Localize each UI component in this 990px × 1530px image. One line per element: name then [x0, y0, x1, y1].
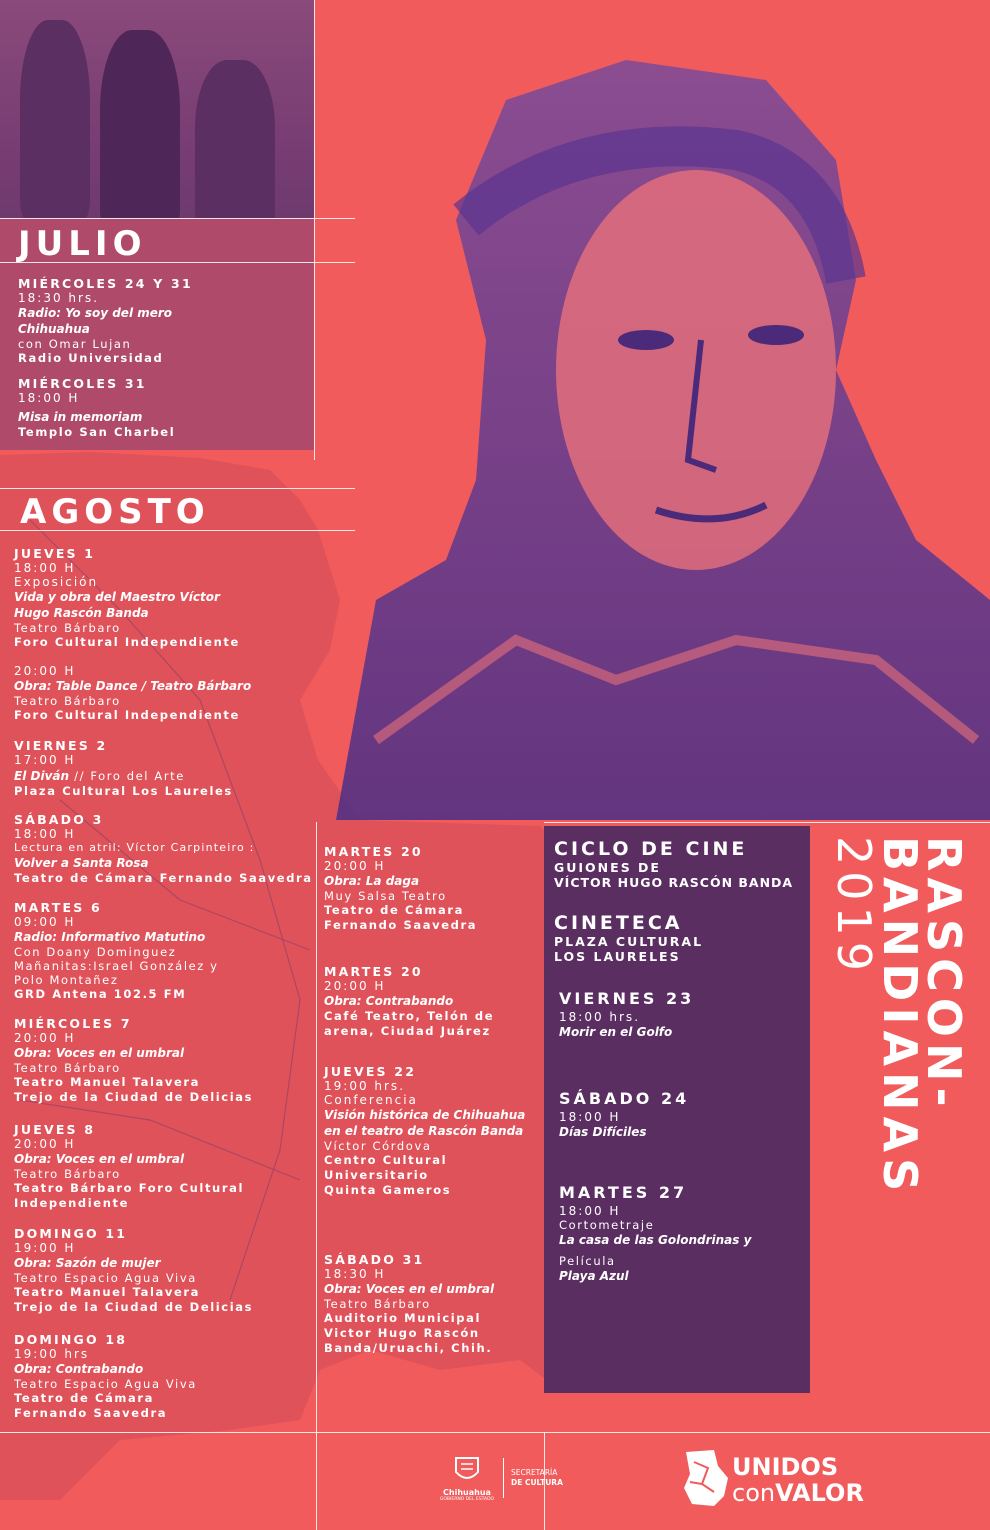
cine-panel: [544, 826, 810, 1393]
event-date: MIÉRCOLES 24 Y 31: [18, 276, 193, 291]
event-date: MARTES 6: [14, 900, 102, 915]
event-title: Obra: Contrabando: [324, 994, 454, 1008]
julio-heading: JULIO: [18, 224, 147, 264]
title-line-1: RASCON-: [917, 836, 971, 1113]
logo-text: SECRETARÍA: [511, 1468, 558, 1477]
event-place: GRD Antena 102.5 FM: [14, 987, 187, 1001]
event-time: 18:00 H: [559, 1110, 621, 1124]
event-title: Misa in memoriam: [18, 410, 143, 424]
julio-event-1: [18, 276, 308, 366]
event-venue: Teatro Bárbaro: [14, 1061, 121, 1075]
event-time: 18:00 H: [18, 391, 80, 405]
event-venue: Teatro Espacio Agua Viva: [14, 1377, 197, 1391]
event-time: 18:00 H: [14, 827, 76, 841]
logo-subtext: GOBIERNO DEL ESTADO: [439, 1497, 495, 1502]
event-place: Teatro de Cámara Fernando Saavedra: [14, 871, 313, 885]
event-place: Banda/Uruachi, Chih.: [324, 1341, 493, 1355]
event-time: 18:00 H: [559, 1204, 621, 1218]
agosto-event: [324, 844, 538, 933]
event-place: Centro Cultural: [324, 1153, 448, 1167]
agosto-event: [324, 1252, 538, 1356]
event-place: Independiente: [14, 1196, 129, 1210]
event-title: Morir en el Golfo: [559, 1025, 673, 1039]
event-venue: Teatro Bárbaro: [324, 1297, 431, 1311]
agosto-event: [14, 1016, 304, 1105]
agosto-event: [14, 664, 304, 723]
event-venue: Teatro Bárbaro: [14, 1167, 121, 1181]
event-date: VIERNES 2: [14, 738, 108, 753]
divider: [544, 822, 990, 823]
event-place: Radio Universidad: [18, 351, 164, 365]
event-detail: // Foro del Arte: [74, 769, 185, 783]
venue-title: CINETECA: [554, 912, 683, 934]
event-venue: Teatro Bárbaro: [14, 694, 121, 708]
shield-icon: [454, 1456, 480, 1484]
title-year: 2019: [827, 836, 881, 978]
event-time: 18:30 hrs.: [18, 291, 100, 305]
event-place: Quinta Gameros: [324, 1183, 452, 1197]
title-line-2: BANDIANAS: [873, 836, 927, 1198]
logo-text: VALOR: [775, 1479, 864, 1507]
event-detail: Conferencia: [324, 1093, 418, 1107]
event-place: Teatro de Cámara: [14, 1391, 154, 1405]
cine-subtitle: VÍCTOR HUGO RASCÓN BANDA: [554, 875, 794, 890]
event-venue: Teatro Espacio Agua Viva: [14, 1271, 197, 1285]
event-date: DOMINGO 18: [14, 1332, 128, 1347]
cine-header: [554, 838, 804, 890]
event-place: arena, Ciudad Juárez: [324, 1024, 491, 1038]
agosto-event: [14, 1226, 304, 1315]
event-time: 20:00 H: [14, 1137, 76, 1151]
event-time: 20:00 H: [324, 979, 386, 993]
event-date: SÁBADO 24: [559, 1089, 690, 1108]
agosto-event: [14, 546, 304, 650]
event-date: MARTES 20: [324, 844, 423, 859]
chihuahua-logo: [432, 1456, 502, 1503]
venue-line: LOS LAURELES: [554, 949, 681, 964]
event-title: Obra: Contrabando: [14, 1362, 144, 1376]
photo-dancers: [0, 0, 314, 218]
event-time: 19:00 hrs.: [324, 1079, 406, 1093]
side-title: [824, 836, 974, 1276]
event-time: 20:00 H: [14, 664, 76, 678]
logo-text: UNIDOS: [732, 1453, 839, 1481]
event-place: Teatro Manuel Talavera: [14, 1075, 201, 1089]
event-detail: Cortometraje: [559, 1218, 655, 1232]
event-date: JUEVES 1: [14, 546, 96, 561]
event-time: 20:00 H: [324, 859, 386, 873]
portrait-illustration: [316, 40, 990, 820]
event-title: La casa de las Golondrinas y: [559, 1233, 752, 1247]
event-place: Teatro Bárbaro Foro Cultural: [14, 1181, 245, 1195]
event-title: Días Difíciles: [559, 1125, 647, 1139]
agosto-event: [14, 812, 314, 886]
divider: [316, 1432, 317, 1530]
event-date: SÁBADO 3: [14, 812, 104, 827]
event-place: Fernando Saavedra: [324, 918, 478, 932]
event-date: MARTES 27: [559, 1183, 688, 1202]
event-place: Foro Cultural Independiente: [14, 708, 240, 722]
event-date: MIÉRCOLES 7: [14, 1016, 132, 1031]
event-venue: Víctor Córdova: [324, 1139, 432, 1153]
event-detail: con Omar Lujan: [18, 337, 132, 351]
event-title: Volver a Santa Rosa: [14, 856, 149, 870]
agosto-event: [324, 1064, 538, 1198]
agosto-heading: AGOSTO: [20, 492, 210, 532]
agosto-event: [14, 1122, 304, 1211]
event-title: Obra: Sazón de mujer: [14, 1256, 161, 1270]
event-detail: Polo Montañez: [14, 973, 119, 987]
venue-line: PLAZA CULTURAL: [554, 934, 704, 949]
event-place: Foro Cultural Independiente: [14, 635, 240, 649]
logo-text-row: [732, 1480, 864, 1506]
divider: [503, 1458, 504, 1498]
event-place: Teatro de Cámara: [324, 903, 464, 917]
divider: [0, 488, 355, 489]
agosto-event: [14, 738, 304, 799]
event-title: El Diván: [14, 769, 70, 783]
event-place: Trejo de la Ciudad de Delicias: [14, 1300, 254, 1314]
event-date: MIÉRCOLES 31: [18, 376, 147, 391]
event-date: JUEVES 8: [14, 1122, 96, 1137]
event-place: Universitario: [324, 1168, 429, 1182]
event-title: Radio: Yo soy del mero Chihuahua: [18, 306, 173, 336]
cine-subtitle: GUIONES DE: [554, 860, 661, 875]
cine-event: [559, 988, 804, 1040]
event-time: 18:00 H: [14, 561, 76, 575]
cine-venue: [554, 912, 804, 964]
divider: [314, 0, 315, 460]
event-title: Obra: Voces en el umbral: [14, 1152, 185, 1166]
divider: [0, 218, 355, 219]
event-time: 18:00 hrs.: [559, 1010, 641, 1024]
divider: [316, 822, 317, 1432]
cine-title: CICLO DE CINE: [554, 838, 748, 860]
event-venue: Teatro Bárbaro: [14, 621, 121, 635]
logo-text: con: [732, 1479, 776, 1507]
event-title: Visión histórica de Chihuahua en el teatro de Rascón Banda: [324, 1108, 526, 1138]
event-title: Obra: Table Dance / Teatro Bárbaro: [14, 679, 252, 693]
agosto-event: [14, 900, 304, 1002]
event-place: Templo San Charbel: [18, 425, 176, 439]
event-time: 19:00 H: [14, 1241, 76, 1255]
event-detail: Con Doany Dominguez: [14, 945, 177, 959]
event-date: DOMINGO 11: [14, 1226, 128, 1241]
event-detail: Mañanitas:Israel González y: [14, 959, 219, 973]
event-place: Café Teatro, Telón de: [324, 1009, 495, 1023]
event-date: SÁBADO 31: [324, 1252, 425, 1267]
event-title: Obra: Voces en el umbral: [14, 1046, 185, 1060]
event-title: Radio: Informativo Matutino: [14, 930, 206, 944]
cine-event: [559, 1182, 809, 1284]
footer: [0, 1432, 990, 1530]
event-title: Obra: La daga: [324, 874, 420, 888]
event-detail: Lectura en atril: Víctor Carpinteiro :: [14, 841, 255, 854]
map-icon: [680, 1448, 730, 1508]
event-title: Vida y obra del Maestro Víctor Hugo Rascón Banda: [14, 590, 220, 620]
secretaria-logo: [511, 1468, 563, 1488]
event-place: Fernando Saavedra: [14, 1406, 168, 1420]
logo-text: DE CULTURA: [511, 1478, 563, 1487]
event-time: 09:00 H: [14, 915, 76, 929]
event-place: Auditorio Municipal: [324, 1311, 482, 1325]
event-time: 18:30 H: [324, 1267, 386, 1281]
event-time: 19:00 hrs: [14, 1347, 90, 1361]
agosto-event: [324, 964, 538, 1039]
event-date: JUEVES 22: [324, 1064, 417, 1079]
event-title: Obra: Voces en el umbral: [324, 1282, 495, 1296]
event-detail: Exposición: [14, 575, 99, 589]
event-date: VIERNES 23: [559, 989, 695, 1008]
event-place: Plaza Cultural Los Laureles: [14, 784, 233, 798]
event-title: Playa Azul: [559, 1269, 629, 1283]
event-place: Teatro Manuel Talavera: [14, 1285, 201, 1299]
agosto-event: [14, 1332, 304, 1421]
event-time: 17:00 H: [14, 753, 76, 767]
event-place: Victor Hugo Rascón: [324, 1326, 480, 1340]
logo-text: Chihuahua: [443, 1488, 491, 1497]
event-time: 20:00 H: [14, 1031, 76, 1045]
event-place: Trejo de la Ciudad de Delicias: [14, 1090, 254, 1104]
event-date: MARTES 20: [324, 964, 423, 979]
event-venue: Muy Salsa Teatro: [324, 889, 447, 903]
cine-event: [559, 1088, 804, 1140]
julio-event-2: [18, 376, 308, 440]
event-detail: Película: [559, 1254, 616, 1268]
